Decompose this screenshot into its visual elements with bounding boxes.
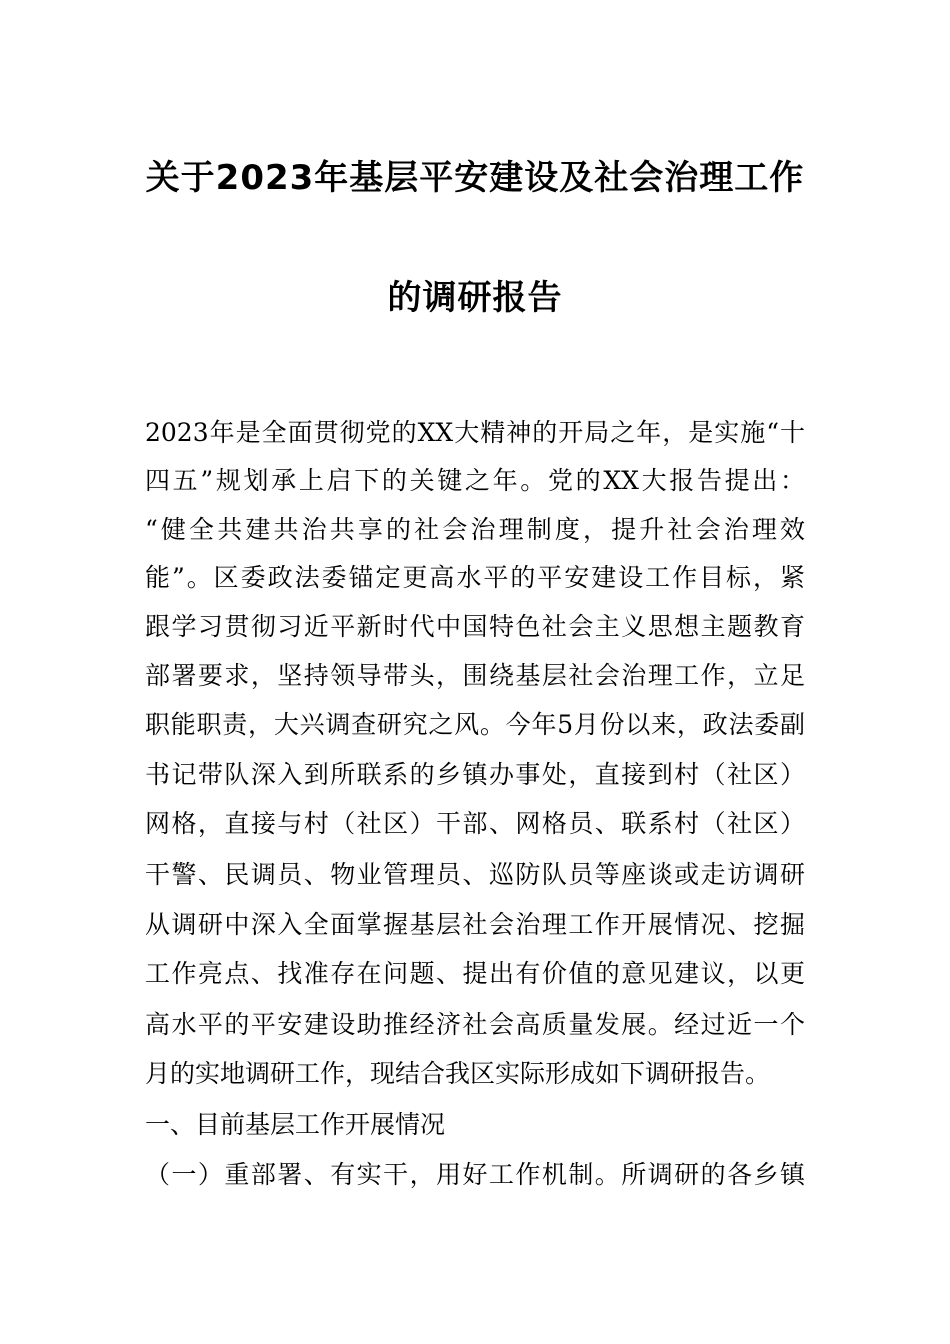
paragraph-line: 高水平的平安建设助推经济社会高质量发展。经过近一个 — [145, 1010, 805, 1039]
paragraph-line: 能”。区委政法委锚定更高水平的平安建设工作目标，紧 — [145, 563, 805, 592]
section-heading: 一、目前基层工作开展情况 — [145, 1110, 446, 1139]
paragraph-line: 职能职责，大兴调查研究之风。今年5月份以来，政法委副 — [145, 710, 805, 739]
paragraph-line: 2023年是全面贯彻党的XX大精神的开局之年，是实施“十 — [145, 418, 805, 447]
paragraph-line: 网格，直接与村（社区）干部、网格员、联系村（社区） — [145, 809, 805, 838]
paragraph-line: 干警、民调员、物业管理员、巡防队员等座谈或走访调研 — [145, 860, 805, 889]
paragraph-line: 跟学习贯彻习近平新时代中国特色社会主义思想主题教育 — [145, 612, 805, 641]
document-title-line-1: 关于2023年基层平安建设及社会治理工作 — [145, 158, 805, 198]
subsection-line: （一）重部署、有实干，用好工作机制。所调研的各乡镇 — [145, 1160, 805, 1189]
paragraph-line: “健全共建共治共享的社会治理制度，提升社会治理效 — [145, 515, 805, 544]
paragraph-line: 月的实地调研工作，现结合我区实际形成如下调研报告。 — [145, 1059, 771, 1088]
paragraph-line: 工作亮点、找准存在问题、提出有价值的意见建议，以更 — [145, 959, 805, 988]
document-title-line-2: 的调研报告 — [387, 278, 563, 318]
paragraph-line: 部署要求，坚持领导带头，围绕基层社会治理工作，立足 — [145, 661, 805, 690]
paragraph-line: 四五”规划承上启下的关键之年。党的XX大报告提出： — [145, 466, 805, 495]
paragraph-line: 书记带队深入到所联系的乡镇办事处，直接到村（社区） — [145, 760, 805, 789]
paragraph-line: 从调研中深入全面掌握基层社会治理工作开展情况、挖掘 — [145, 910, 805, 939]
